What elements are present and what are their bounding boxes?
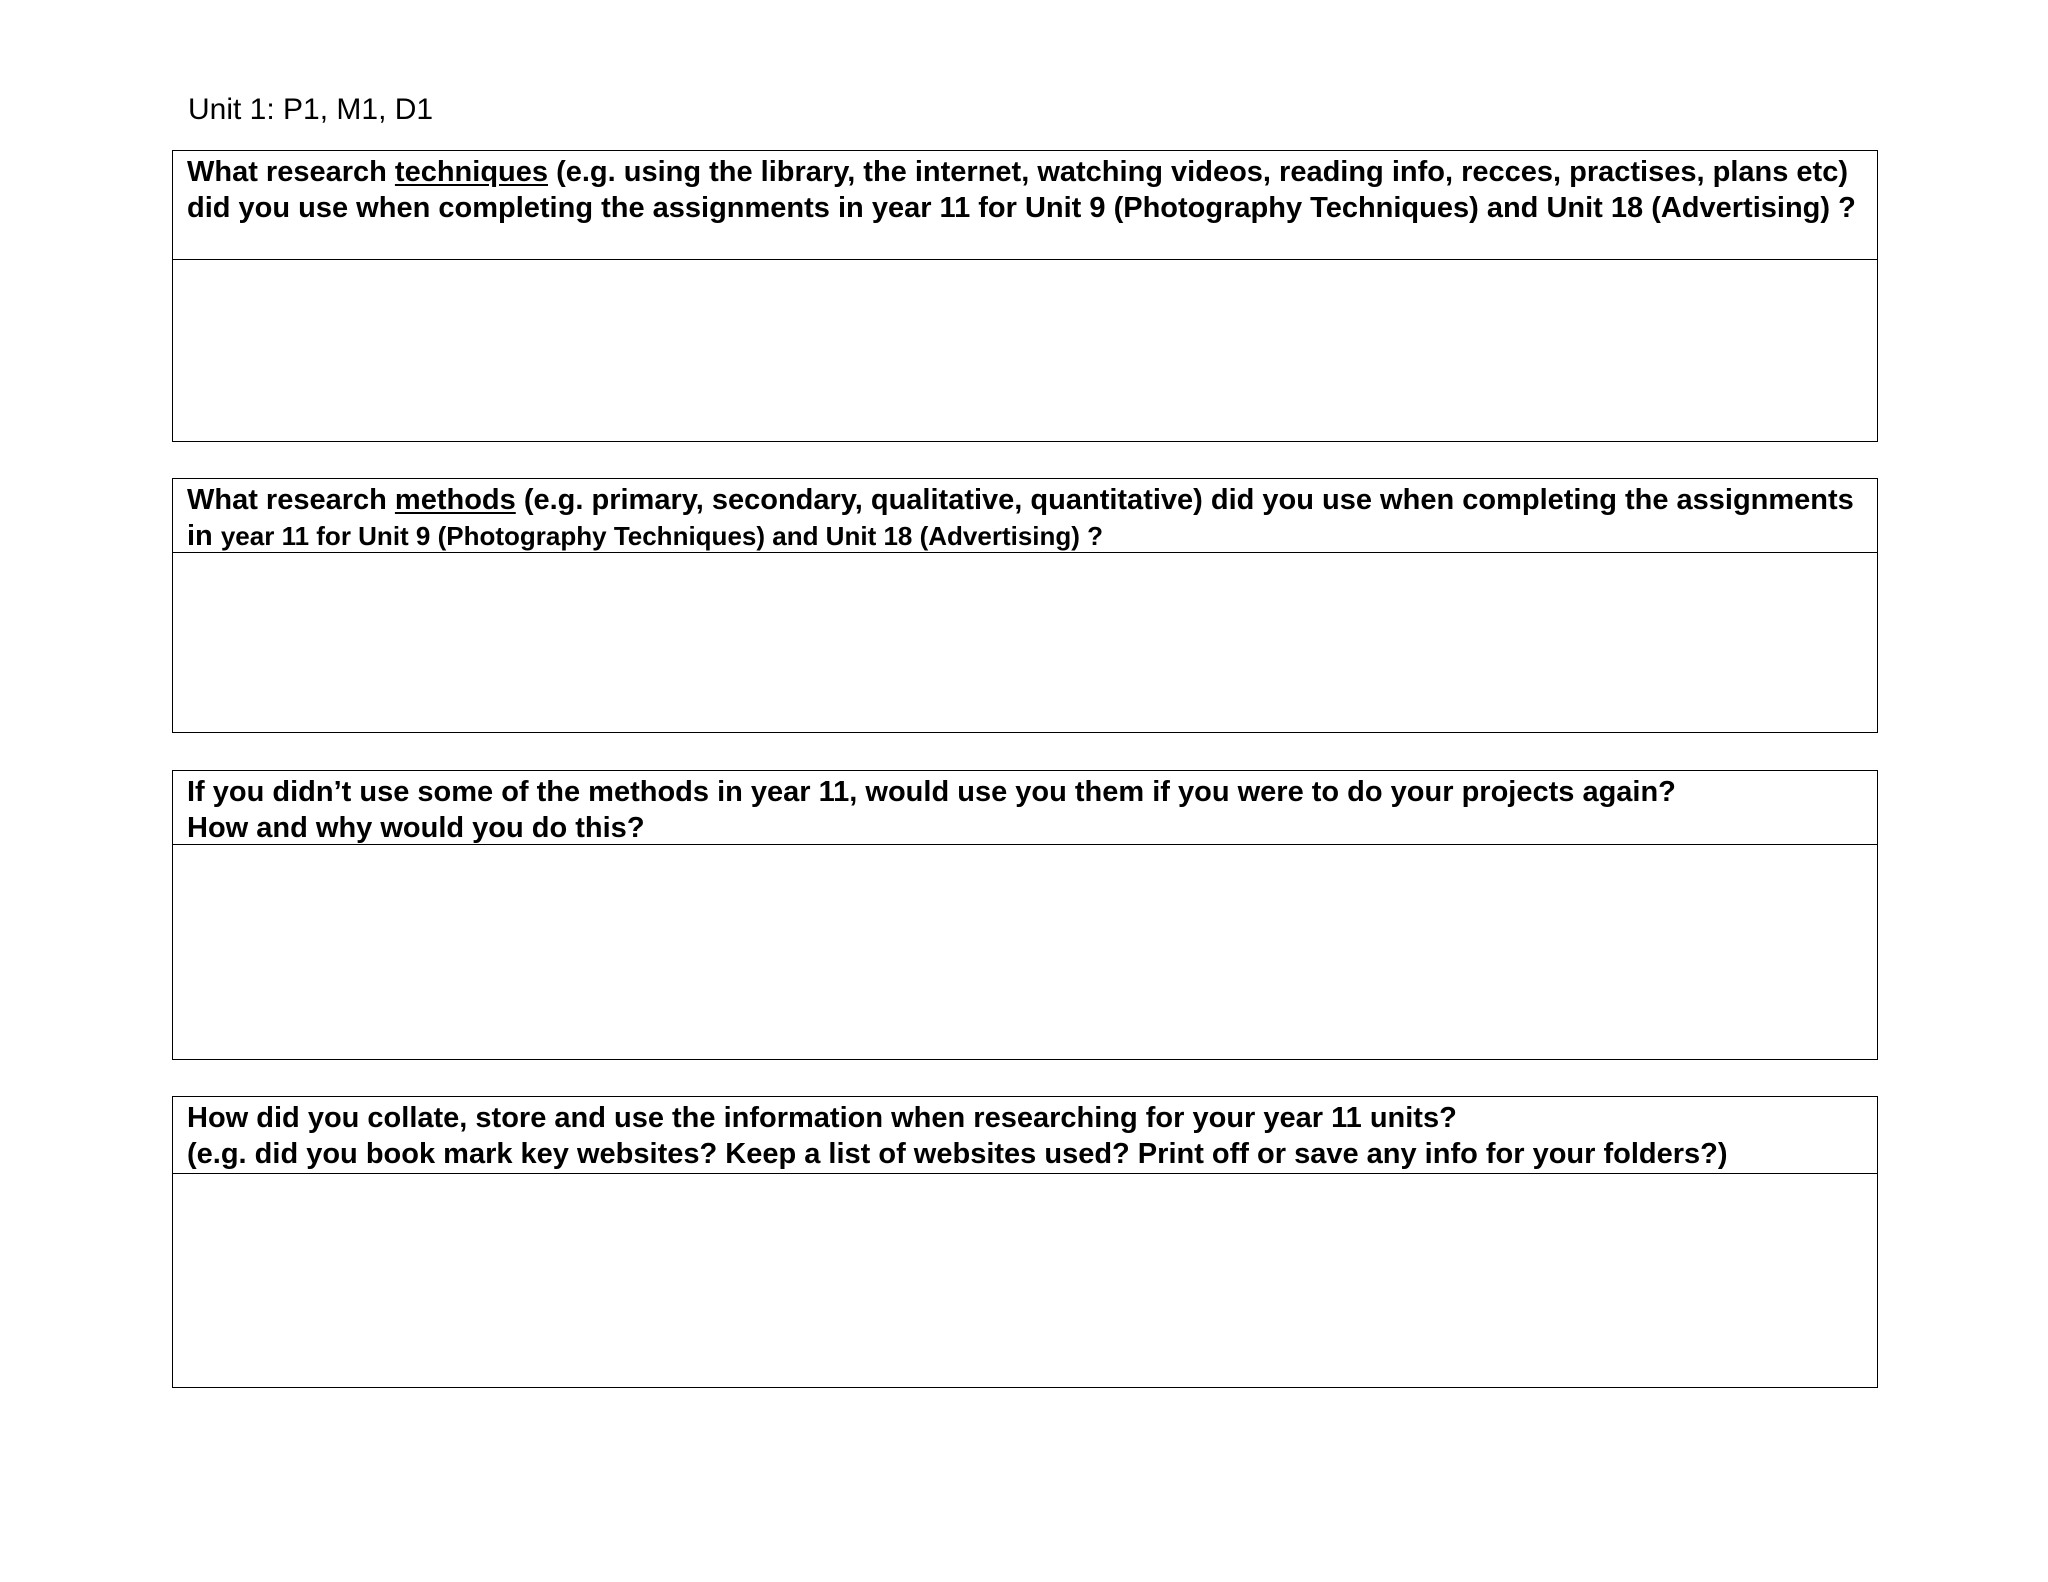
answer-area[interactable] [173, 1174, 1877, 1387]
question-line: (e.g. did you book mark key websites? Keep a list of websites used? Print off or save any info for your folders?) [187, 1137, 1728, 1170]
question-text-small: year 11 for Unit 9 (Photography Techniques) and Unit 18 (Advertising) ? [220, 520, 1104, 551]
question-emphasis: methods [394, 484, 516, 516]
question-box-collate-information [172, 1096, 1878, 1388]
question-box-unused-methods [172, 770, 1878, 1060]
question-line: How did you collate, store and use the information when researching for your year 11 units? [187, 1102, 1457, 1134]
answer-area[interactable] [173, 260, 1877, 442]
answer-area[interactable] [173, 845, 1877, 1059]
question-prompt [173, 479, 1877, 553]
question-box-research-techniques [172, 150, 1878, 442]
question-prompt [173, 151, 1877, 260]
question-text: What research [187, 156, 395, 188]
question-prompt [173, 771, 1877, 845]
question-line: If you didn’t use some of the methods in year 11, would use you them if you were to do your projects again? [187, 776, 1676, 808]
question-box-research-methods [172, 478, 1878, 733]
question-emphasis: techniques [394, 156, 549, 188]
question-line: How and why would you do this? [187, 811, 645, 844]
question-text: (e.g. using the library, the internet, watching videos, reading info, recces, practises, plans etc) did you use when completing the assignments in year 11 for Unit 9 (Photography Techniques) and Unit 18 (Advertising) ? [187, 156, 1856, 224]
question-text: What research [187, 484, 395, 516]
answer-area[interactable] [173, 553, 1877, 732]
question-prompt [173, 1097, 1877, 1174]
question-text: (e.g. primary, secondary, qualitative, quantitative) did you use when completing the assignments in [187, 484, 1854, 552]
document-heading: Unit 1: P1, M1, D1 [188, 93, 434, 126]
